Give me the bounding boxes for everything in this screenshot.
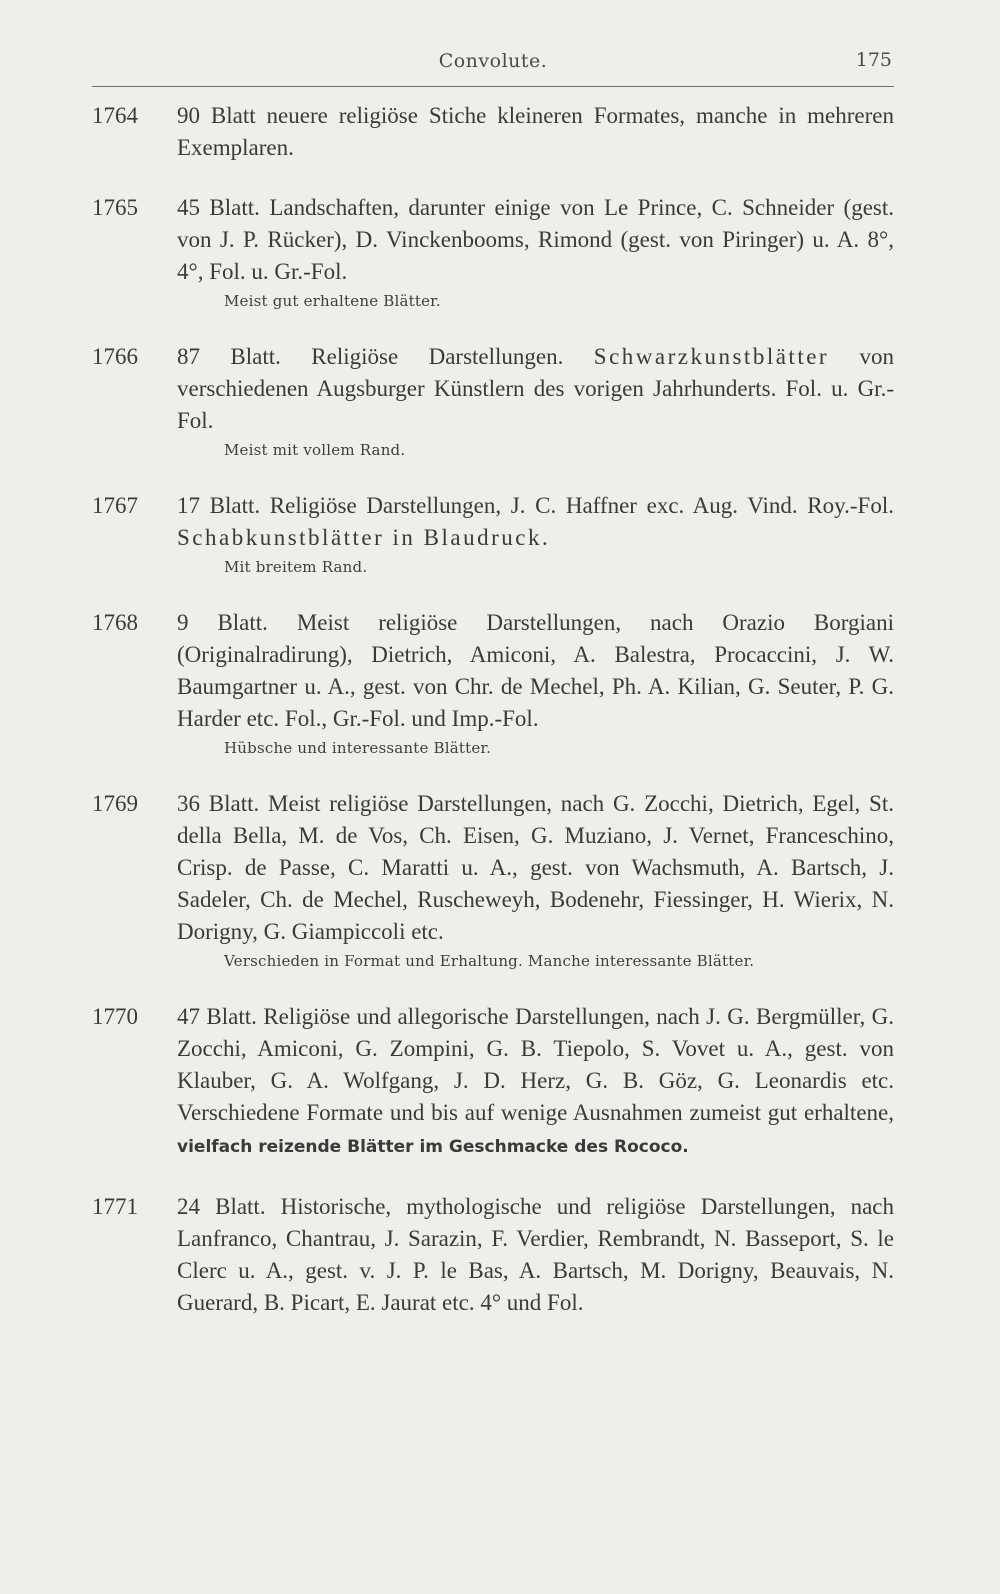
entry-number: 1771: [92, 1194, 138, 1219]
entry-description: [177, 1001, 894, 1163]
entry-note: Hübsche und interessante Blätter.: [224, 739, 492, 757]
catalog-entry: [92, 607, 894, 760]
page-header: [92, 46, 894, 87]
entry-list: [92, 100, 894, 1347]
entry-number: 1765: [92, 195, 138, 220]
entry-description: 45 Blatt. Landschaften, darunter einige von Le Prince, C. Schneider (gest. von J. P. Rücker), D. Vinckenbooms, Rimond (gest. von Piringer) u. A. 8°, 4°, Fol. u. Gr.-Fol.: [177, 195, 894, 284]
entry-number: 1767: [92, 493, 138, 518]
entry-text: 87 Blatt. Religiöse Darstellungen.: [177, 344, 564, 369]
entry-description: 90 Blatt neuere religiöse Stiche kleineren Formates, manche in mehreren Exemplaren.: [177, 103, 894, 160]
entry-description: 36 Blatt. Meist religiöse Darstellungen, nach G. Zocchi, Dietrich, Egel, St. della Bella, M. de Vos, Ch. Eisen, G. Muziano, J. Vernet, Franceschino, Crisp. de Passe, C. Maratti u. A., gest. von Wachsmuth, A. Bartsch, J. Sadeler, Ch. de Mechel, Ruscheweyh, Bodenehr, Fiessinger, H. Wierix, N. Dorigny, G. Giampiccoli etc.: [177, 791, 894, 944]
catalog-entry: [92, 1191, 894, 1319]
entry-number: 1769: [92, 791, 138, 816]
entry-note: Meist mit vollem Rand.: [224, 441, 406, 459]
catalog-entry: [92, 490, 894, 579]
entry-description: 9 Blatt. Meist religiöse Darstellungen, nach Orazio Borgiani (Originalradirung), Dietrich, Amiconi, A. Balestra, Procaccini, J. W. Baumgartner u. A., gest. von Chr. de Mechel, Ph. A. Kilian, G. Seuter, P. G. Harder etc. Fol., Gr.-Fol. und Imp.-Fol.: [177, 610, 894, 731]
entry-text: von verschiedenen Augsburger Künstlern des vorigen Jahrhunderts. Fol. u. Gr.-Fol.: [177, 344, 894, 433]
entry-number: 1768: [92, 610, 138, 635]
entry-number: 1766: [92, 344, 138, 369]
catalog-entry: [92, 1001, 894, 1163]
entry-note: Meist gut erhaltene Blätter.: [224, 292, 441, 310]
catalog-entry: [92, 788, 894, 973]
entry-description: [177, 490, 894, 554]
entry-text: 47 Blatt. Religiöse und allegorische Darstellungen, nach J. G. Bergmüller, G. Zocchi, Amiconi, G. Zompini, G. B. Tiepolo, S. Vovet u. A., gest. von Klauber, G. A. Wolfgang, J. D. Herz, G. B. Göz, G. Leonardis etc. Verschiedene Formate und bis auf wenige Ausnahmen zumeist gut erhaltene,: [177, 1004, 894, 1125]
entry-number: 1770: [92, 1004, 138, 1029]
page-number: 175: [855, 49, 892, 71]
catalog-entry: [92, 192, 894, 313]
catalog-entry: [92, 100, 894, 164]
entry-bold-text: vielfach reizende Blätter im Geschmacke des Rococo.: [177, 1137, 689, 1157]
entry-note: Mit breitem Rand.: [224, 558, 368, 576]
entry-text: 17 Blatt. Religiöse Darstellungen, J. C. Haffner exc. Aug. Vind. Roy.-Fol.: [177, 493, 894, 518]
entry-description: [177, 341, 894, 437]
running-title: Convolute.: [438, 50, 548, 72]
catalog-entry: [92, 341, 894, 462]
entry-number: 1764: [92, 103, 138, 128]
entry-spaced-text: Schwarzkunstblätter: [593, 344, 830, 369]
entry-spaced-text: Schabkunstblätter in Blaudruck.: [177, 525, 551, 550]
entry-note: Verschieden in Format und Erhaltung. Manche interessante Blätter.: [224, 952, 755, 970]
entry-description: 24 Blatt. Historische, mythologische und religiöse Darstellungen, nach Lanfranco, Chantrau, J. Sarazin, F. Verdier, Rembrandt, N. Basseport, S. le Clerc u. A., gest. v. J. P. le Bas, A. Bartsch, M. Dorigny, Beauvais, N. Guerard, B. Picart, E. Jaurat etc. 4° und Fol.: [177, 1194, 894, 1315]
